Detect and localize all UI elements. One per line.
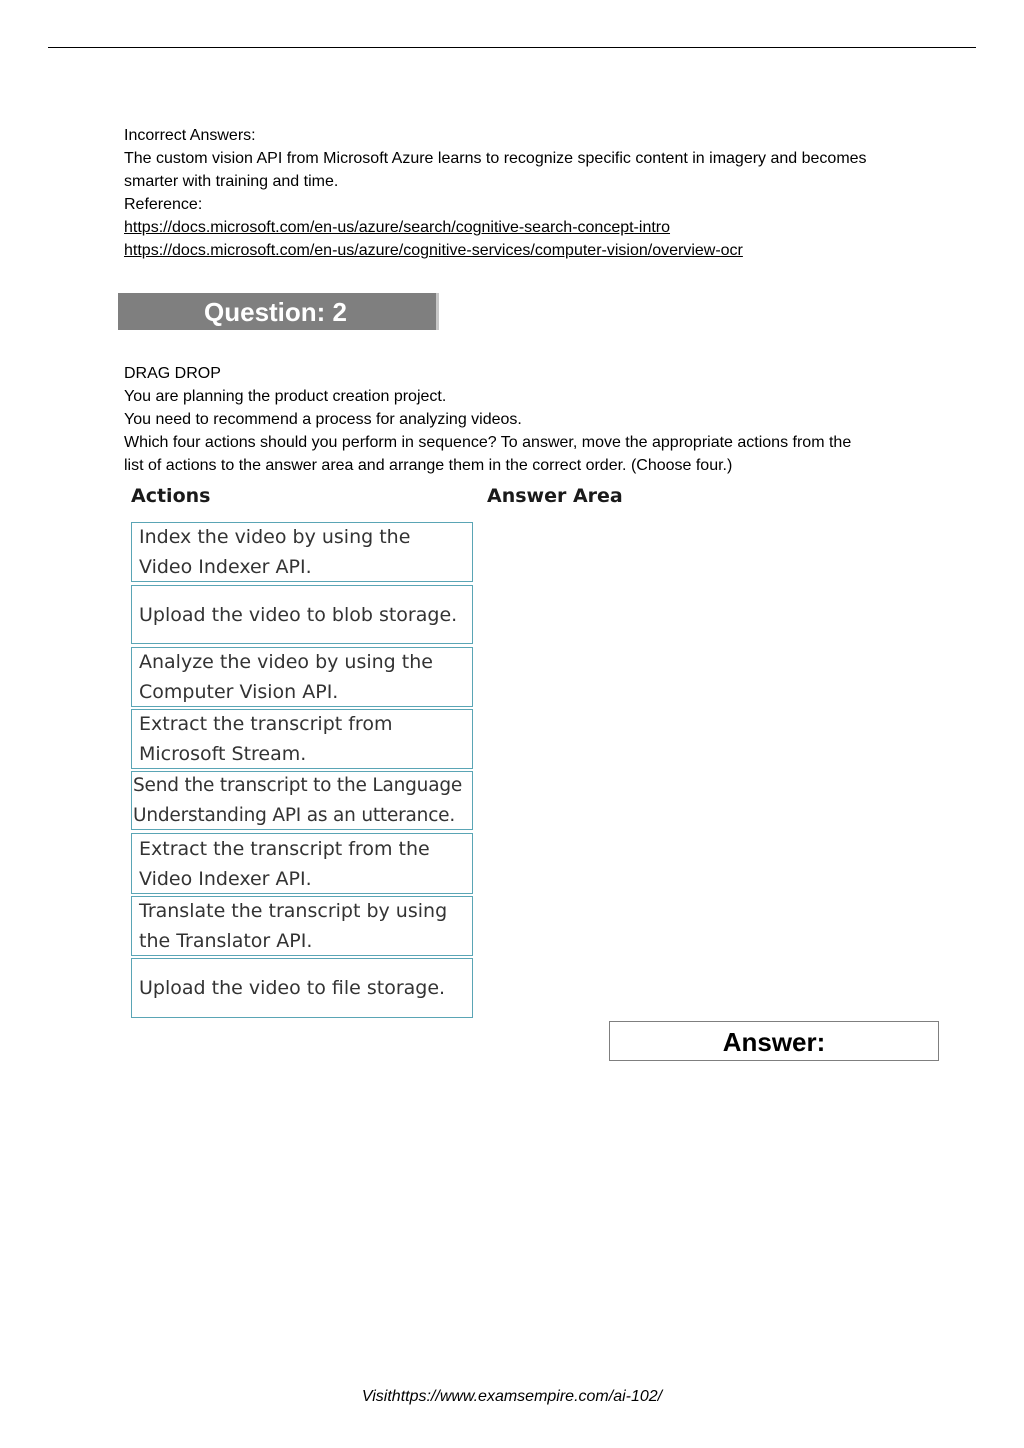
question-line-2: You need to recommend a process for analyzing videos. [124,411,522,428]
question-type: DRAG DROP [124,365,221,382]
answer-area-heading: Answer Area [487,485,623,507]
incorrect-answers-text-line-2: smarter with training and time. [124,173,339,190]
question-line-3: Which four actions should you perform in sequence? To answer, move the appropriate actions from the [124,434,852,451]
question-body [124,362,944,477]
question-title: Question: 2 [204,297,348,327]
footer-visit-link[interactable]: Visithttps://www.examsempire.com/ai-102/ [361,1388,663,1405]
header-divider [48,47,976,48]
action-item-index-video[interactable]: Index the video by using the Video Indexer API. [131,522,473,582]
incorrect-answers-text-line-1: The custom vision API from Microsoft Azure learns to recognize specific content in imagery and becomes [124,150,867,167]
question-line-1: You are planning the product creation project. [124,388,447,405]
action-item-extract-transcript-video-indexer[interactable]: Extract the transcript from the Video Indexer API. [131,833,473,894]
question-banner [118,293,439,330]
reference-heading: Reference: [124,196,203,213]
reference-link-computer-vision-ocr[interactable]: https://docs.microsoft.com/en-us/azure/cognitive-services/computer-vision/overview-ocr [124,242,743,259]
answer-label: Answer: [722,1027,826,1057]
actions-heading: Actions [131,485,211,507]
action-item-extract-transcript-stream[interactable]: Extract the transcript from Microsoft Stream. [131,709,473,769]
action-item-upload-blob-storage[interactable]: Upload the video to blob storage. [131,585,473,644]
question-line-4: list of actions to the answer area and arrange them in the correct order. (Choose four.) [124,457,733,474]
action-item-analyze-computer-vision[interactable]: Analyze the video by using the Computer Vision API. [131,647,473,707]
incorrect-answers-heading: Incorrect Answers: [124,127,256,144]
answer-box [609,1021,939,1061]
action-item-upload-file-storage[interactable]: Upload the video to file storage. [131,958,473,1018]
reference-link-cognitive-search[interactable]: https://docs.microsoft.com/en-us/azure/search/cognitive-search-concept-intro [124,219,671,236]
action-item-send-transcript-luis[interactable]: Send the transcript to the Language Understanding API as an utterance. [131,771,473,830]
action-item-translate-transcript[interactable]: Translate the transcript by using the Translator API. [131,896,473,956]
incorrect-answers-section [124,124,944,262]
